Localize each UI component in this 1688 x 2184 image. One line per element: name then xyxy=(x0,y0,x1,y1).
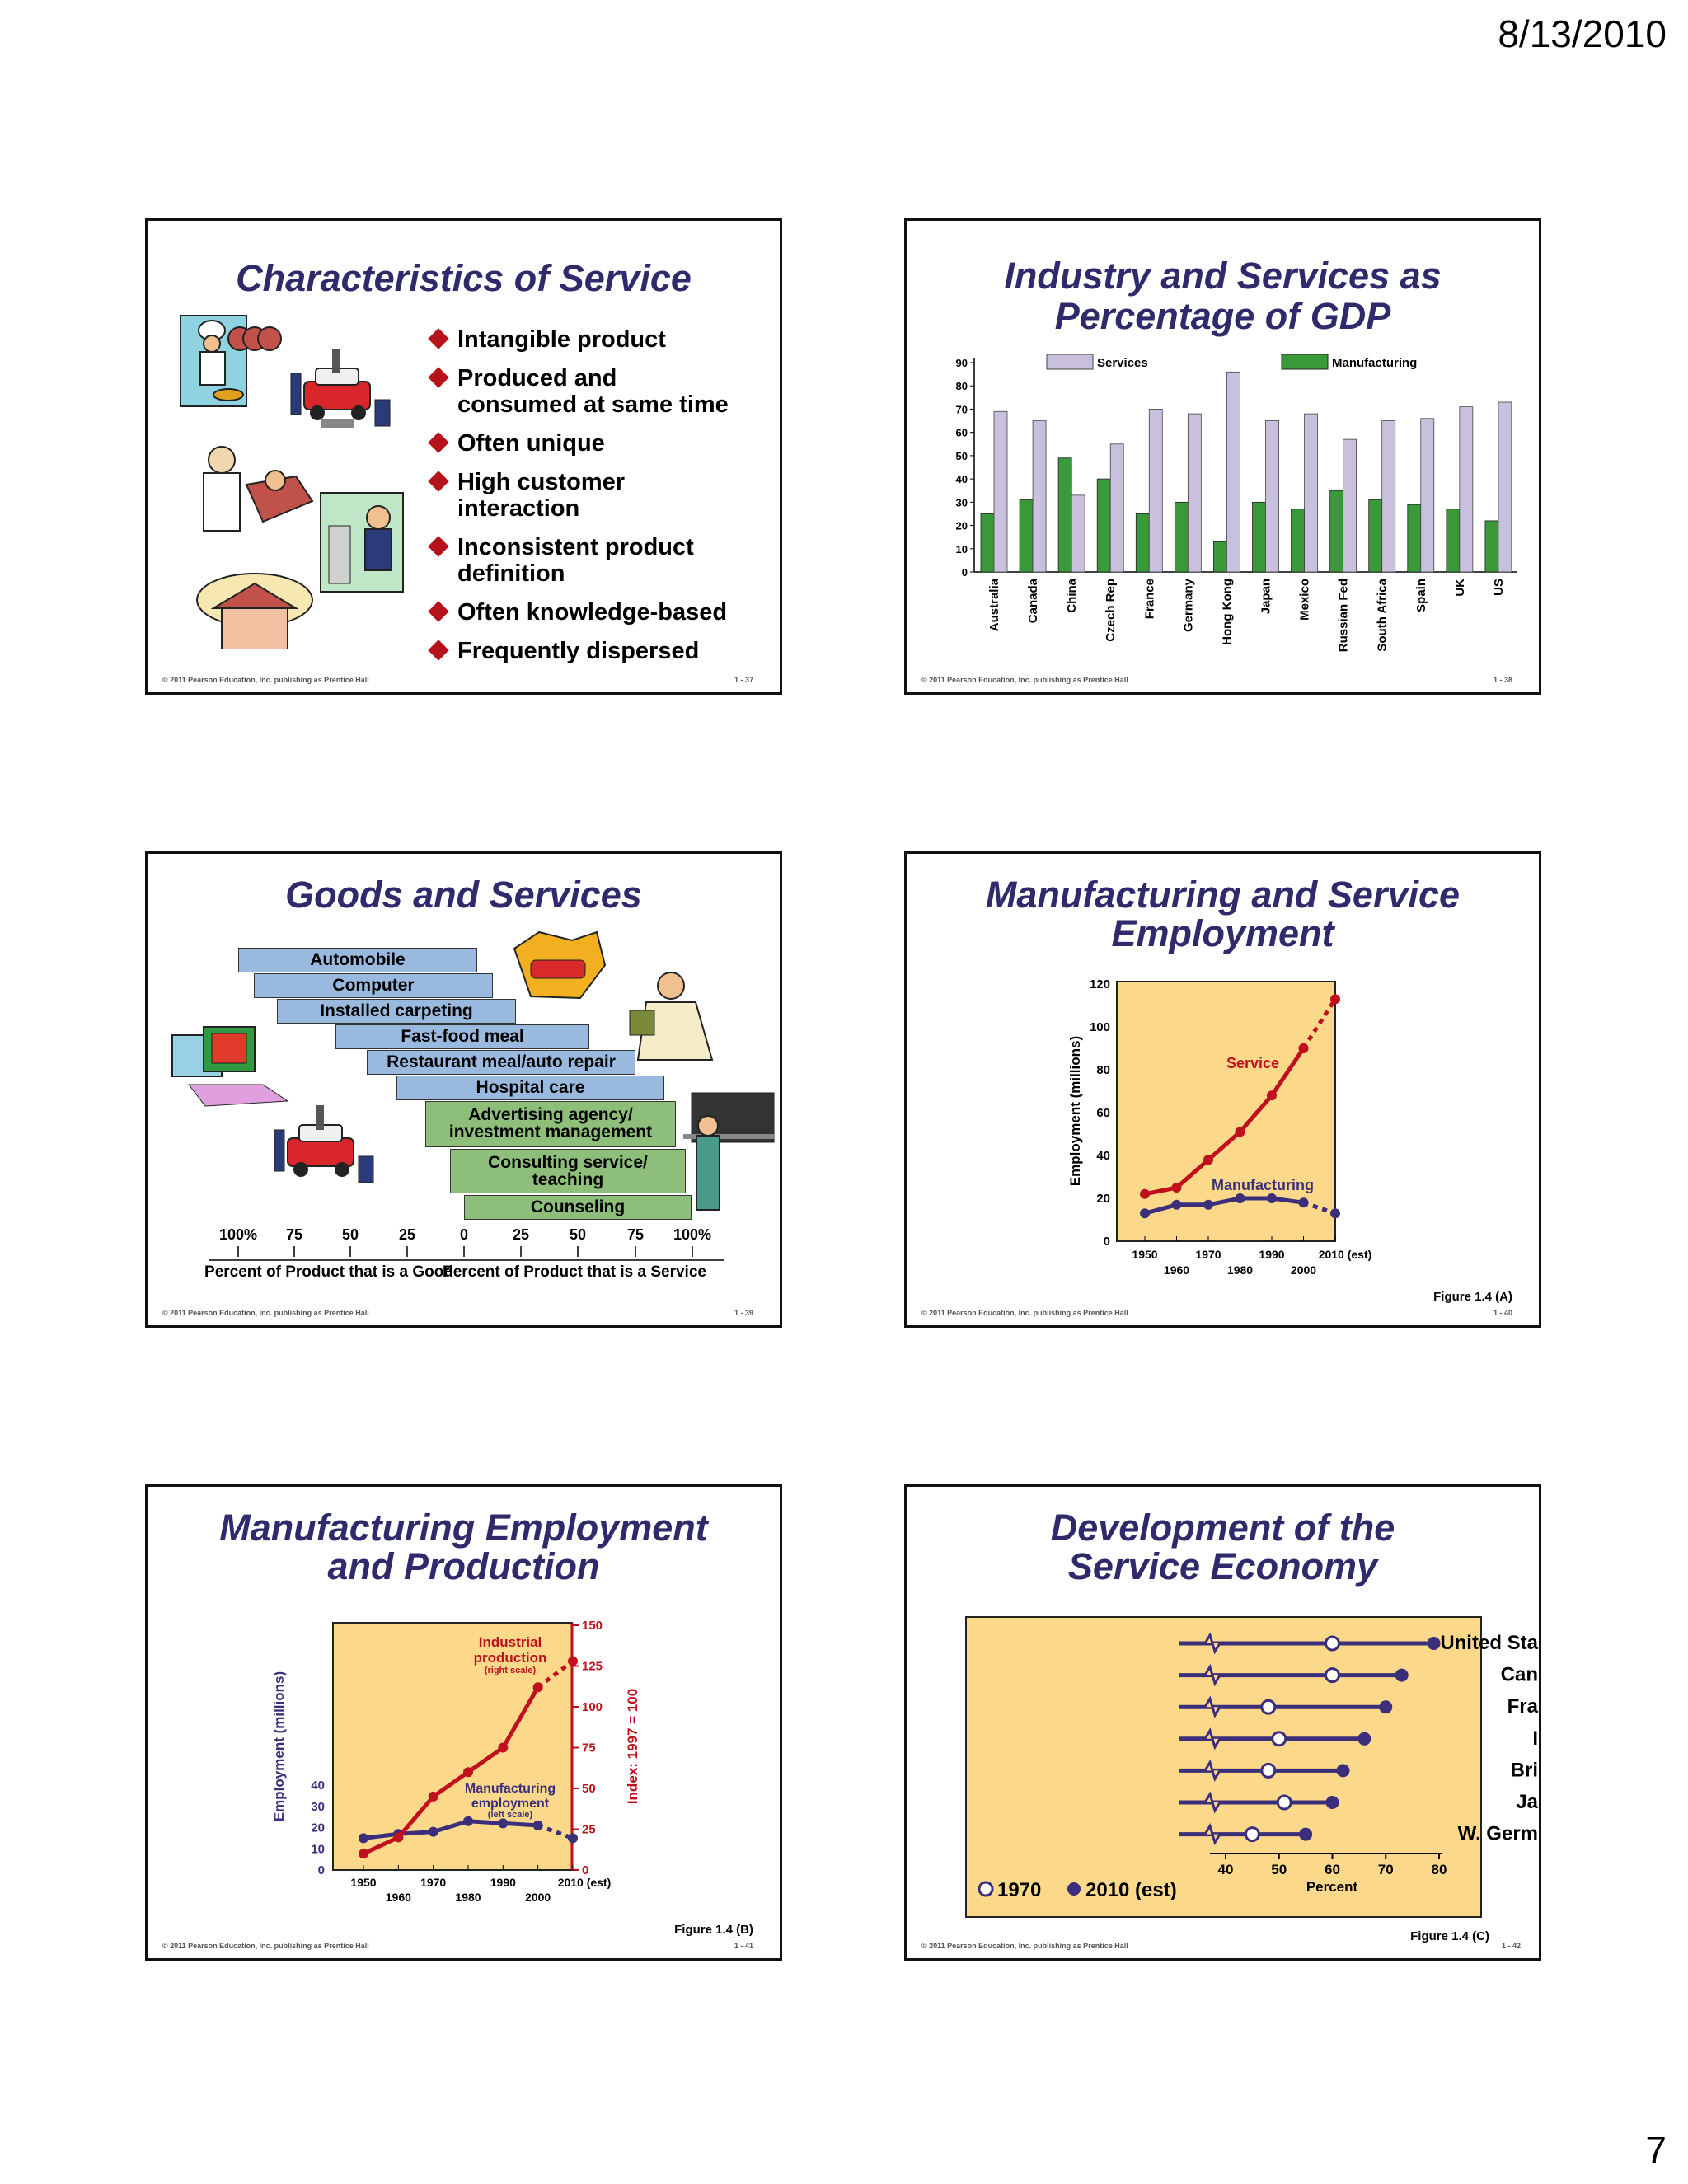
services-bar xyxy=(1033,421,1046,572)
data-point xyxy=(429,1792,438,1802)
x-tick-label: 60 xyxy=(1325,1862,1340,1877)
legend-1970-label: 1970 xyxy=(997,1879,1042,1901)
data-point xyxy=(463,1816,473,1826)
point-2010 xyxy=(1326,1796,1339,1809)
goods-services-bar: Computer xyxy=(254,973,493,998)
manufacturing-bar xyxy=(1175,502,1188,572)
y-tick-label: 20 xyxy=(955,519,968,532)
services-bar xyxy=(1110,444,1123,572)
data-point xyxy=(359,1833,368,1843)
country-label: Can xyxy=(1500,1663,1538,1686)
x-category-label: UK xyxy=(1452,579,1467,597)
slide-number: 1 - 37 xyxy=(734,676,753,684)
slide-title-line2: Service Economy xyxy=(1067,1545,1378,1587)
services-bar xyxy=(1266,421,1279,572)
series-note-employment: (left scale) xyxy=(487,1810,533,1820)
dentist-clipart xyxy=(204,447,312,531)
data-point xyxy=(498,1818,508,1828)
x-tick-label: 50 xyxy=(1271,1862,1287,1877)
series-label-employment: Manufacturing xyxy=(464,1782,556,1796)
point-1970 xyxy=(1245,1828,1259,1841)
data-point xyxy=(1299,1043,1309,1053)
bullet-item: Often knowledge-based xyxy=(426,599,738,626)
data-point xyxy=(1172,1200,1182,1210)
goods-services-bar: Advertising agency/ investment management xyxy=(425,1101,676,1147)
postal-worker-clipart xyxy=(321,493,403,592)
slide-manufacturing-employment-production xyxy=(145,1484,782,1961)
footer-copyright: © 2011 Pearson Education, Inc. publishing as Prentice Hall xyxy=(162,676,369,684)
point-1970 xyxy=(1278,1796,1291,1809)
x-category-label: France xyxy=(1142,579,1157,620)
slide-number: 1 - 39 xyxy=(734,1309,753,1317)
data-point xyxy=(1203,1200,1213,1210)
series-label-manufacturing: Manufacturing xyxy=(1212,1177,1314,1193)
data-point xyxy=(533,1682,543,1692)
manufacturing-bar xyxy=(1408,504,1421,572)
manufacturing-bar xyxy=(1447,509,1460,572)
legend-1970-icon xyxy=(979,1882,992,1896)
x-tick-label: 1990 xyxy=(1259,1248,1285,1261)
slide-title-line2: Percentage of GDP xyxy=(1054,295,1391,337)
x-category-label: South Africa xyxy=(1375,579,1390,652)
y-right-tick-label: 25 xyxy=(582,1822,596,1837)
manufacturing-bar xyxy=(1253,502,1266,572)
x-tick-label: 2000 xyxy=(1290,1263,1317,1277)
chef-clipart xyxy=(181,316,281,406)
employment-line-chart xyxy=(907,854,1541,1328)
y-tick-label: 80 xyxy=(1096,1063,1110,1077)
y-left-tick-label: 10 xyxy=(311,1842,325,1857)
country-label: Bri xyxy=(1510,1759,1538,1782)
y-tick-label: 80 xyxy=(955,380,968,393)
scale-label: 50 xyxy=(341,1226,359,1243)
slide-title-line2: Employment xyxy=(1111,912,1334,954)
manufacturing-bar xyxy=(1136,513,1149,572)
slide-manufacturing-service-employment xyxy=(904,851,1541,1328)
data-point xyxy=(463,1767,473,1777)
bullet-item: Inconsistent product definition xyxy=(426,534,729,587)
y-tick-label: 90 xyxy=(955,357,968,369)
page-date: 8/13/2010 xyxy=(1498,12,1667,55)
x-tick-label: 1970 xyxy=(1195,1248,1221,1261)
slide-number: 1 - 40 xyxy=(1493,1309,1512,1317)
x-tick-label: 1980 xyxy=(1226,1263,1254,1277)
goods-services-bar: Installed carpeting xyxy=(277,999,516,1024)
x-tick-label: 1960 xyxy=(385,1891,411,1904)
diamond-bullet-icon xyxy=(428,432,448,452)
manufacturing-bar xyxy=(1292,509,1305,572)
series-label-production: production xyxy=(473,1650,547,1666)
scale-label: 100% xyxy=(218,1226,258,1243)
data-point xyxy=(1299,1197,1309,1207)
series-label-service: Service xyxy=(1226,1055,1280,1071)
y-right-axis-label: Index: 1997 = 100 xyxy=(625,1688,640,1805)
slide-number: 1 - 38 xyxy=(1493,676,1512,684)
manufacturing-bar xyxy=(1369,500,1382,572)
y-right-tick-label: 150 xyxy=(582,1619,603,1633)
x-tick-label: 80 xyxy=(1431,1862,1447,1877)
page-number: 7 xyxy=(1645,2129,1667,2172)
production-line-chart xyxy=(148,1487,782,1961)
y-tick-label: 40 xyxy=(955,473,968,486)
data-point xyxy=(533,1821,543,1830)
manufacturing-bar xyxy=(1330,490,1343,572)
gdp-bar-chart xyxy=(907,221,1541,695)
scale-label: 25 xyxy=(512,1226,530,1243)
figure-caption: Figure 1.4 (B) xyxy=(674,1923,753,1937)
services-bar xyxy=(1149,409,1162,572)
x-tick-label: 1990 xyxy=(490,1876,516,1889)
series-label-employment: employment xyxy=(471,1797,550,1811)
services-bar xyxy=(1071,495,1085,572)
x-category-label: Japan xyxy=(1259,579,1273,615)
service-economy-dot-chart xyxy=(907,1487,1541,1961)
data-point xyxy=(429,1827,438,1837)
bullet-item: Produced and consumed at same time xyxy=(426,365,738,418)
x-tick-label: 2010 (est) xyxy=(557,1876,612,1889)
x-category-label: Hong Kong xyxy=(1220,579,1235,645)
point-1970 xyxy=(1273,1732,1286,1746)
bullet-list xyxy=(426,326,738,677)
country-label: United Sta xyxy=(1440,1632,1538,1654)
service-clipart xyxy=(148,221,428,649)
services-bar xyxy=(1188,414,1201,572)
data-point xyxy=(568,1833,578,1843)
y-right-tick-label: 50 xyxy=(582,1782,596,1796)
x-category-label: China xyxy=(1065,579,1080,613)
scale-label: 25 xyxy=(398,1226,416,1243)
point-1970 xyxy=(1326,1669,1339,1682)
point-2010 xyxy=(1336,1764,1349,1777)
bullet-item: Intangible product xyxy=(426,326,738,353)
figure-caption: Figure 1.4 (A) xyxy=(1433,1290,1512,1304)
manufacturing-bar xyxy=(1058,458,1071,572)
diamond-bullet-icon xyxy=(428,471,448,491)
services-bar xyxy=(1226,372,1240,572)
footer-copyright: © 2011 Pearson Education, Inc. publishing as Prentice Hall xyxy=(162,1942,369,1950)
slide-number: 1 - 41 xyxy=(734,1942,753,1950)
point-2010 xyxy=(1357,1732,1371,1746)
x-category-label: Australia xyxy=(987,579,1001,632)
point-1970 xyxy=(1326,1637,1339,1650)
services-bar xyxy=(1421,419,1434,572)
goods-services-bar: Fast-food meal xyxy=(335,1024,589,1049)
y-right-tick-label: 0 xyxy=(582,1863,589,1877)
x-category-label: Spain xyxy=(1414,579,1428,612)
legend-services-swatch xyxy=(1047,354,1093,369)
x-category-label: Mexico xyxy=(1297,579,1312,621)
country-label: I xyxy=(1532,1727,1538,1750)
data-point xyxy=(1203,1155,1213,1165)
slide-title-line1: Industry and Services as xyxy=(1004,255,1442,297)
services-bar xyxy=(1382,421,1395,572)
footer-copyright: © 2011 Pearson Education, Inc. publishing as Prentice Hall xyxy=(921,1942,1128,1950)
legend-manufacturing-label: Manufacturing xyxy=(1332,356,1418,370)
y-tick-label: 0 xyxy=(961,566,968,579)
x-tick-label: 1950 xyxy=(350,1876,377,1889)
services-bar xyxy=(994,411,1007,572)
y-left-tick-label: 20 xyxy=(311,1821,325,1835)
y-tick-label: 60 xyxy=(1096,1106,1110,1120)
data-point xyxy=(1330,1208,1340,1218)
x-tick-label: 1960 xyxy=(1163,1263,1190,1277)
data-point xyxy=(568,1657,578,1666)
data-point xyxy=(498,1743,508,1753)
manufacturing-bar xyxy=(1213,541,1226,572)
caption-goods: Percent of Product that is a Good xyxy=(204,1263,453,1281)
y-left-tick-label: 30 xyxy=(311,1799,325,1814)
data-point xyxy=(1236,1127,1245,1137)
manufacturing-bar xyxy=(1485,521,1498,572)
y-tick-label: 30 xyxy=(955,496,968,509)
legend-2010-label: 2010 (est) xyxy=(1085,1879,1177,1901)
legend-2010-icon xyxy=(1067,1882,1081,1896)
x-category-label: Russian Fed xyxy=(1336,579,1351,653)
diamond-bullet-icon xyxy=(428,367,448,387)
data-point xyxy=(393,1832,403,1842)
scale-label: 50 xyxy=(569,1226,587,1243)
y-tick-label: 100 xyxy=(1089,1020,1110,1034)
y-left-tick-label: 0 xyxy=(317,1863,325,1877)
house-clipart xyxy=(197,574,312,649)
diamond-bullet-icon xyxy=(428,601,448,621)
data-point xyxy=(359,1849,368,1858)
caption-service: Percent of Product that is a Service xyxy=(443,1263,706,1281)
country-label: Fra xyxy=(1507,1695,1538,1718)
point-2010 xyxy=(1379,1700,1392,1713)
footer-copyright: © 2011 Pearson Education, Inc. publishing as Prentice Hall xyxy=(921,1309,1128,1317)
country-label: W. Germ xyxy=(1457,1822,1538,1845)
services-bar xyxy=(1305,414,1318,572)
goods-services-bar: Automobile xyxy=(238,948,477,972)
percent-scale xyxy=(148,854,782,1328)
services-bar xyxy=(1343,439,1357,572)
bullet-item: High customer interaction xyxy=(426,469,688,522)
bullet-item: Often unique xyxy=(426,430,738,457)
x-axis-label: Percent xyxy=(1306,1879,1358,1895)
figure-caption: Figure 1.4 (C) xyxy=(1410,1929,1489,1943)
y-tick-label: 10 xyxy=(955,542,968,555)
goods-services-bar: Restaurant meal/auto repair xyxy=(367,1050,635,1075)
diamond-bullet-icon xyxy=(428,640,448,660)
slide-number: 1 - 42 xyxy=(1501,1942,1521,1950)
diamond-bullet-icon xyxy=(428,328,448,349)
services-bar xyxy=(1460,407,1473,572)
goods-services-bar: Counseling xyxy=(464,1195,692,1220)
mechanic-car-clipart xyxy=(291,349,390,428)
x-category-label: Canada xyxy=(1026,579,1041,624)
scale-label: 100% xyxy=(673,1226,712,1243)
y-tick-label: 120 xyxy=(1089,977,1110,991)
x-category-label: Czech Rep xyxy=(1104,579,1118,642)
data-point xyxy=(1140,1208,1150,1218)
point-2010 xyxy=(1395,1669,1409,1682)
services-bar xyxy=(1498,402,1512,572)
x-category-label: US xyxy=(1491,579,1506,596)
point-2010 xyxy=(1428,1637,1441,1650)
x-category-label: Germany xyxy=(1181,579,1196,633)
bullet-item: Frequently dispersed xyxy=(426,638,738,664)
y-tick-label: 40 xyxy=(1096,1149,1110,1163)
slide-title-line1: Manufacturing Employment xyxy=(219,1507,708,1549)
slide-goods-and-services xyxy=(145,851,782,1328)
series-label-production: Industrial xyxy=(478,1634,542,1650)
y-tick-label: 70 xyxy=(955,403,968,416)
diamond-bullet-icon xyxy=(428,536,448,556)
y-tick-label: 20 xyxy=(1096,1192,1110,1206)
slide-title-line1: Manufacturing and Service xyxy=(985,874,1461,916)
y-tick-label: 60 xyxy=(955,426,968,439)
manufacturing-bar xyxy=(1020,500,1033,572)
x-tick-label: 1970 xyxy=(420,1876,447,1889)
data-point xyxy=(1140,1189,1150,1199)
slide-characteristics-of-service xyxy=(145,218,782,695)
x-tick-label: 2000 xyxy=(525,1891,551,1904)
x-tick-label: 2010 (est) xyxy=(1318,1248,1372,1261)
data-point xyxy=(1330,994,1340,1004)
data-point xyxy=(1267,1090,1277,1100)
x-tick-label: 1980 xyxy=(455,1891,481,1904)
slide-industry-services-gdp xyxy=(904,218,1541,695)
slide-title-line1: Development of the xyxy=(1050,1507,1395,1549)
legend-services-label: Services xyxy=(1097,356,1148,370)
series-note-production: (right scale) xyxy=(484,1666,537,1675)
x-tick-label: 70 xyxy=(1377,1862,1394,1877)
y-right-tick-label: 75 xyxy=(582,1741,596,1755)
legend-manufacturing-swatch xyxy=(1282,354,1328,369)
point-1970 xyxy=(1262,1764,1275,1777)
manufacturing-bar xyxy=(981,513,994,572)
data-point xyxy=(1172,1183,1182,1193)
y-right-tick-label: 125 xyxy=(582,1659,603,1674)
data-point xyxy=(1236,1193,1245,1203)
x-tick-label: 1950 xyxy=(1132,1248,1158,1261)
point-2010 xyxy=(1299,1828,1312,1841)
slide-title-line2: and Production xyxy=(327,1545,600,1587)
y-tick-label: 0 xyxy=(1103,1235,1110,1249)
y-tick-label: 50 xyxy=(955,449,968,462)
y-axis-label: Employment (millions) xyxy=(1067,1035,1083,1187)
slide-title: Characteristics of Service xyxy=(236,257,692,299)
country-label: Ja xyxy=(1516,1791,1538,1813)
y-left-axis-label: Employment (millions) xyxy=(271,1671,287,1822)
y-right-tick-label: 100 xyxy=(582,1700,603,1714)
data-point xyxy=(1267,1193,1277,1203)
scale-label: 0 xyxy=(459,1226,469,1243)
slide-title: Goods and Services xyxy=(285,874,642,916)
goods-services-bar: Hospital care xyxy=(396,1076,664,1100)
y-left-tick-label: 40 xyxy=(311,1779,325,1793)
slide-development-service-economy xyxy=(904,1484,1541,1961)
point-1970 xyxy=(1262,1700,1275,1713)
x-tick-label: 40 xyxy=(1217,1862,1234,1877)
scale-label: 75 xyxy=(285,1226,303,1243)
footer-copyright: © 2011 Pearson Education, Inc. publishing as Prentice Hall xyxy=(921,676,1128,684)
footer-copyright: © 2011 Pearson Education, Inc. publishing as Prentice Hall xyxy=(162,1309,369,1317)
manufacturing-bar xyxy=(1097,479,1110,572)
goods-services-bar: Consulting service/ teaching xyxy=(450,1149,686,1193)
scale-label: 75 xyxy=(626,1226,645,1243)
